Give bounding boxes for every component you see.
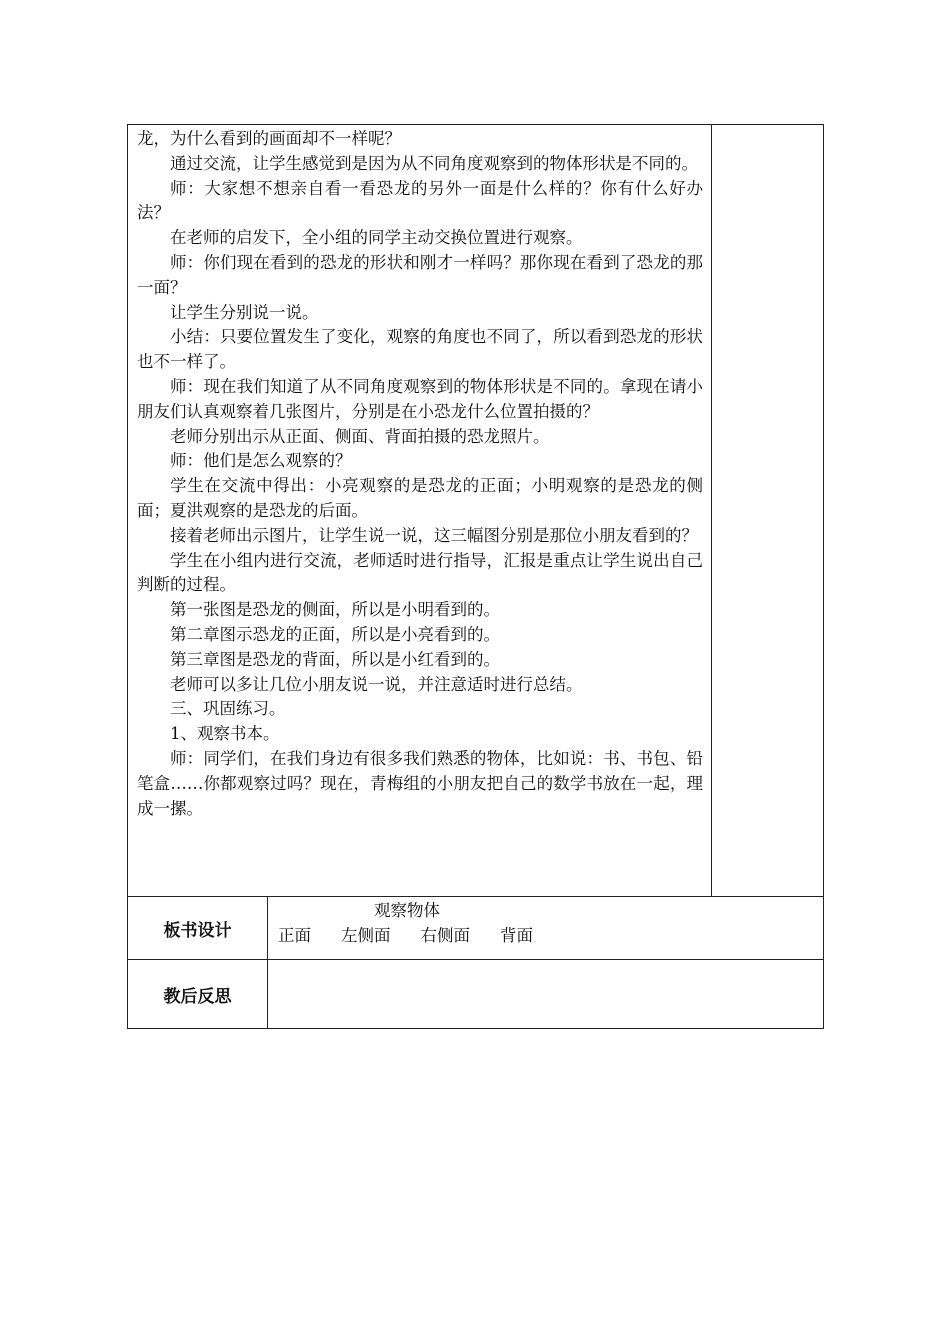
paragraph: 接着老师出示图片，让学生说一说，这三幅图分别是那位小朋友看到的？ [170,525,698,545]
paragraph: 老师分别出示从正面、侧面、背面拍摄的恐龙照片。 [170,426,550,446]
paragraph: 师：大家想不想亲自看一看恐龙的另外一面是什么样的？你有什么好办法？ [137,178,703,223]
paragraph: 师：你们现在看到的恐龙的形状和刚才一样吗？那你现在看到了恐龙的那一面？ [137,252,703,297]
paragraph: 在老师的启发下，全小组的同学主动交换位置进行观察。 [170,228,583,248]
paragraph: 师：现在我们知道了从不同角度观察到的物体形状是不同的。拿现在请小朋友们认真观察着几张图片，分别是在小恐龙什么位置拍摄的？ [137,376,703,421]
board-items [278,923,813,949]
paragraph: 三、巩固练习。 [170,699,286,719]
board-title: 观察物体 [374,901,440,920]
board-design-row [128,897,824,960]
board-item: 左侧面 [341,926,391,945]
board-design-cell [268,897,824,960]
paragraph: 师：他们是怎么观察的？ [170,451,352,471]
paragraph: 龙，为什么看到的画面却不一样呢？ [137,129,401,148]
paragraph: 小结：只要位置发生了变化，观察的角度也不同了，所以看到恐龙的形状也不一样了。 [137,327,703,372]
paragraph: 第一张图是恐龙的侧面，所以是小明看到的。 [170,600,500,620]
paragraph: 通过交流，让学生感觉到是因为从不同角度观察到的物体形状是不同的。 [170,153,698,173]
paragraph: 师：同学们，在我们身边有很多我们熟悉的物体，比如说：书、书包、铅笔盒……你都观察过吗？现在，青梅组的小朋友把自己的数学书放在一起，理成一摞。 [137,748,703,818]
paragraph: 学生在小组内进行交流，老师适时进行指导，汇报是重点让学生说出自己判断的过程。 [137,550,703,595]
paragraph: 学生在交流中得出：小亮观察的是恐龙的正面；小明观察的是恐龙的侧面；夏洪观察的是恐龙的后面。 [137,476,703,520]
process-row [128,125,824,897]
lesson-plan-table [127,124,824,1029]
board-item: 背面 [500,926,533,945]
paragraph: 1、观察书本。 [170,724,280,744]
paragraph: 老师可以多让几位小朋友说一说，并注意适时进行总结。 [170,674,583,694]
reflection-cell [268,960,824,1029]
reflection-label: 教后反思 [128,960,268,1029]
reflection-row [128,960,824,1029]
board-item: 右侧面 [420,926,470,945]
paragraph: 让学生分别说一说。 [170,302,319,322]
board-design-label: 板书设计 [128,897,268,960]
paragraph: 第二章图示恐龙的正面，所以是小亮看到的。 [170,624,500,644]
notes-cell [712,125,824,897]
board-item: 正面 [278,926,311,945]
paragraph: 第三章图是恐龙的背面，所以是小红看到的。 [170,649,500,669]
teaching-process-cell [128,125,712,897]
